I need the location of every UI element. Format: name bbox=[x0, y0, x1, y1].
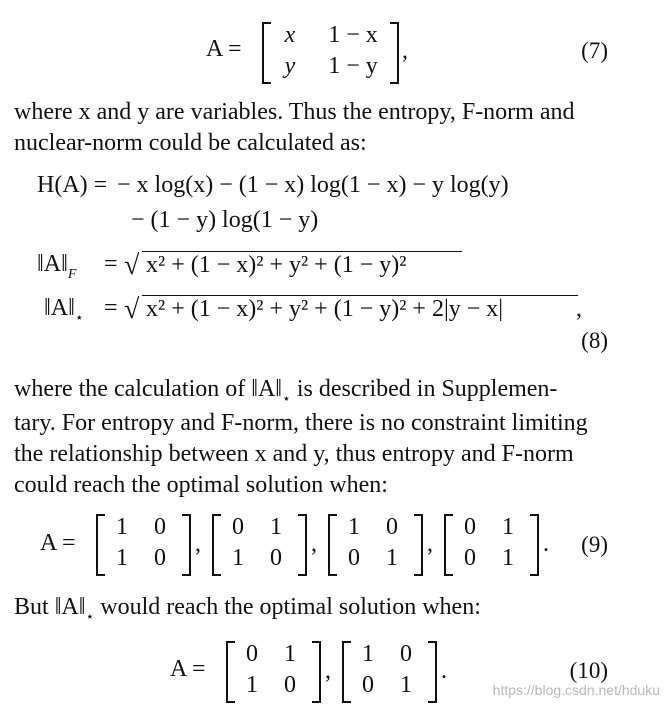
eq9-matrix-1-cell-11: 1 bbox=[116, 514, 128, 540]
eq7-cell-12: 1 − x bbox=[328, 22, 378, 48]
eq9-separator-3: , bbox=[427, 531, 433, 557]
paragraph-3 bbox=[14, 592, 614, 626]
eq9-lhs: A = bbox=[40, 530, 76, 556]
para2-line-1 bbox=[14, 374, 614, 408]
para3-norm-subscript: ⋆ bbox=[85, 610, 95, 625]
eq9-matrix-4-cell-11: 0 bbox=[464, 514, 476, 540]
eq10-separator-1: , bbox=[325, 658, 331, 684]
eq9-separator-2: , bbox=[311, 531, 317, 557]
eq9-matrix-2-cell-11: 0 bbox=[232, 514, 244, 540]
para3-a: But bbox=[14, 594, 55, 620]
para2-line-1-b: is described in Supplemen- bbox=[290, 376, 558, 402]
paragraph-2 bbox=[14, 374, 614, 501]
eq9-matrix-4-right-bracket bbox=[530, 514, 539, 576]
eq10-matrix-2-cell-12: 0 bbox=[400, 641, 412, 667]
eq9-matrix-4-cell-12: 1 bbox=[502, 514, 514, 540]
eq8-entropy-lhs: H(A) = bbox=[37, 172, 108, 198]
para1-line-1: where x and y are variables. Thus the entropy, F-norm and bbox=[14, 99, 575, 125]
para2-norm-subscript: ⋆ bbox=[282, 392, 291, 407]
para2-line-4: could reach the optimal solution when: bbox=[14, 472, 388, 498]
eq8-nnorm-radicand: x² + (1 − x)² + y² + (1 − y)² + 2|y − x| bbox=[146, 296, 504, 322]
eq8-fnorm-subscript: F bbox=[67, 267, 77, 282]
eq9-matrix-1-cell-12: 0 bbox=[154, 514, 166, 540]
eq8-fnorm-radicand: x² + (1 − x)² + y² + (1 − y)² bbox=[146, 252, 407, 278]
csdn-watermark: https://blog.csdn.net/hduku bbox=[492, 682, 660, 698]
para3-norm: ‖A‖ bbox=[54, 594, 86, 620]
eq10-matrix-2-cell-22: 1 bbox=[400, 672, 412, 698]
eq9-matrix-2-cell-12: 1 bbox=[270, 514, 282, 540]
eq10-matrix-2-cell-21: 0 bbox=[362, 672, 374, 698]
eq10-lhs: A = bbox=[170, 656, 206, 682]
eq8-nnorm-eq: = bbox=[104, 295, 118, 321]
eq8-fnorm-eq: = bbox=[104, 251, 118, 277]
eq8-nnorm-subscript: ⋆ bbox=[74, 311, 84, 326]
eq7-cell-22: 1 − y bbox=[328, 53, 378, 79]
eq9-matrix-3-right-bracket bbox=[414, 514, 423, 576]
eq9-matrix-3-cell-22: 1 bbox=[386, 545, 398, 571]
para2-line-1-a: where the calculation of bbox=[14, 376, 252, 402]
eq10-matrix-1-cell-21: 1 bbox=[246, 672, 258, 698]
eq7-lhs: A = bbox=[206, 36, 242, 62]
eq9-matrix-3-cell-21: 0 bbox=[348, 545, 360, 571]
eq8-fnorm-sqrt-sign: √ bbox=[124, 250, 140, 281]
eq10-matrix-1-right-bracket bbox=[312, 641, 321, 703]
eq8-nnorm-lhs bbox=[44, 295, 84, 326]
eq8-fnorm-lhs bbox=[37, 251, 77, 282]
eq9-matrix-1-cell-22: 0 bbox=[154, 545, 166, 571]
eq10-matrix-1-cell-11: 0 bbox=[246, 641, 258, 667]
eq10-matrix-1-cell-12: 1 bbox=[284, 641, 296, 667]
eq9-matrix-3-cell-12: 0 bbox=[386, 514, 398, 540]
para3-b: would reach the optimal solution when: bbox=[94, 594, 481, 620]
para2-norm: ‖A‖ bbox=[251, 376, 283, 402]
eq9-number: (9) bbox=[581, 532, 608, 557]
eq8-entropy-line-2: − (1 − y) log(1 − y) bbox=[131, 207, 319, 233]
eq10-matrix-2-cell-11: 1 bbox=[362, 641, 374, 667]
eq8-nnorm-sqrt-sign: √ bbox=[124, 294, 140, 325]
eq10-matrix-2-right-bracket bbox=[428, 641, 437, 703]
eq7-cell-21: y bbox=[284, 53, 296, 79]
eq8-number: (8) bbox=[581, 328, 608, 353]
eq7-cell-11: x bbox=[284, 22, 296, 48]
eq8-entropy-line-1: − x log(x) − (1 − x) log(1 − x) − y log(y) bbox=[117, 172, 509, 198]
eq9-matrix-4-cell-22: 1 bbox=[502, 545, 514, 571]
para2-line-2: tary. For entropy and F-norm, there is no constraint limiting bbox=[14, 410, 588, 436]
eq9-separator-1: , bbox=[195, 531, 201, 557]
eq9-matrix-1-right-bracket bbox=[182, 514, 191, 576]
eq7-number: (7) bbox=[581, 38, 608, 63]
eq10-number: (10) bbox=[569, 658, 608, 683]
eq8-fnorm-symbol: ‖A‖ bbox=[37, 251, 68, 277]
para3-line bbox=[14, 592, 614, 626]
para2-line-3: the relationship between x and y, thus entropy and F-norm bbox=[14, 441, 574, 467]
paragraph-1 bbox=[14, 97, 614, 159]
eq10-trail: . bbox=[441, 658, 447, 684]
eq7-trail: , bbox=[402, 38, 408, 64]
eq9-matrix-1-cell-21: 1 bbox=[116, 545, 128, 571]
eq9-matrix-2-cell-22: 0 bbox=[270, 545, 282, 571]
eq9-matrix-2-right-bracket bbox=[298, 514, 307, 576]
eq8-nnorm-symbol: ‖A‖ bbox=[44, 295, 75, 321]
eq9-matrix-2-cell-21: 1 bbox=[232, 545, 244, 571]
para1-line-2: nuclear-norm could be calculated as: bbox=[14, 130, 367, 156]
eq10-matrix-1-cell-22: 0 bbox=[284, 672, 296, 698]
eq9-matrix-3-cell-11: 1 bbox=[348, 514, 360, 540]
eq9-trail: . bbox=[543, 531, 549, 557]
eq7-right-bracket bbox=[390, 22, 399, 84]
eq8-trail: , bbox=[576, 296, 582, 322]
eq9-matrix-4-cell-21: 0 bbox=[464, 545, 476, 571]
